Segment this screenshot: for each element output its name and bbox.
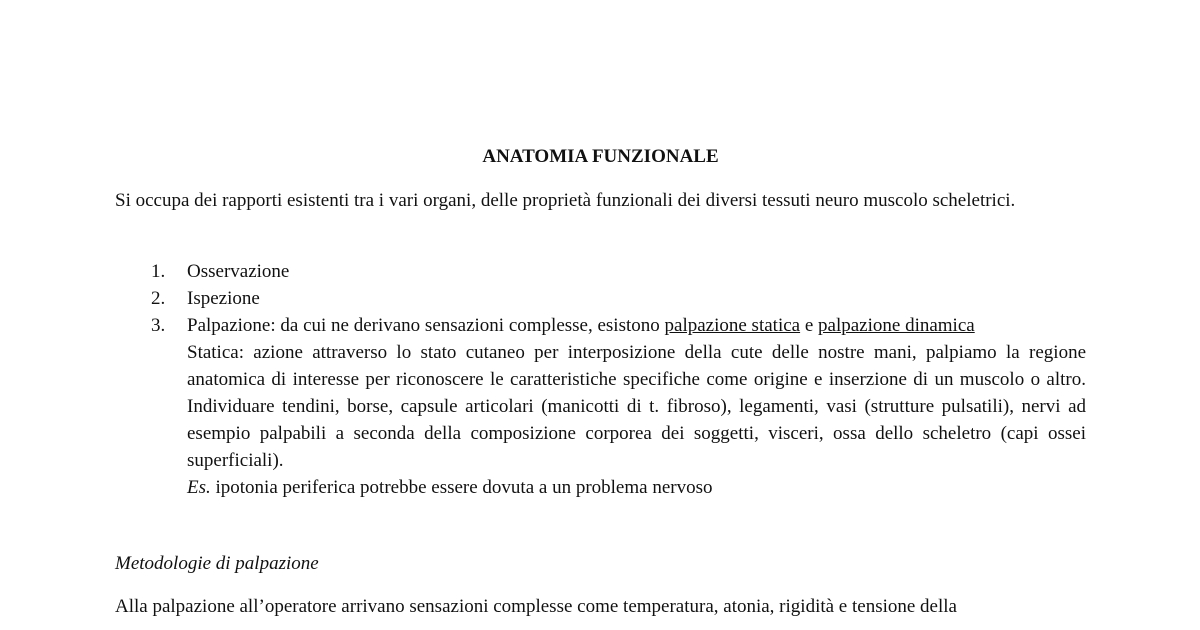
connector-text: e (800, 315, 819, 336)
document-title: ANATOMIA FUNZIONALE (482, 146, 719, 167)
palpazione-statica-term: palpazione statica (664, 315, 801, 336)
document-page (115, 0, 1086, 630)
list-item (115, 258, 1086, 285)
list-item (115, 312, 1086, 339)
intro-paragraph: Si occupa dei rapporti esistenti tra i vari organi, delle proprietà funzionali dei diversi tessuti neuro muscolo scheletrici. (115, 190, 1016, 211)
numbered-list (115, 258, 1086, 501)
list-item-text: Osservazione (187, 261, 290, 282)
example-text: ipotonia periferica potrebbe essere dovuta a un problema nervoso (210, 477, 713, 498)
list-number: 3. (151, 315, 166, 336)
list-item-text: Palpazione: da cui ne derivano sensazioni complesse, esistono (187, 315, 665, 336)
statica-paragraph: Statica: azione attraverso lo stato cutaneo per interposizione della cute delle nostre mani, palpiamo la regione anatomica di interesse per riconoscere le caratteristiche specifiche come origine e inserzione di un muscolo o altro. Individuare tendini, borse, capsule articolari (manicotti di t. fibroso), legamenti, vasi (strutture pulsatili), nervi ad esempio palpabili a seconda della composizione corporea dei soggetti, visceri, ossa dello scheletro (capi ossei superficiali). (187, 342, 1086, 471)
example-line (115, 474, 1086, 501)
list-item-text: Ispezione (187, 288, 260, 309)
example-label: Es. (187, 477, 211, 498)
list-item (115, 285, 1086, 312)
list-number: 1. (151, 261, 166, 282)
section-heading: Metodologie di palpazione (115, 553, 319, 574)
list-number: 2. (151, 288, 166, 309)
palpazione-dinamica-term: palpazione dinamica (818, 315, 975, 336)
section-paragraph: Alla palpazione all’operatore arrivano sensazioni complesse come temperatura, atonia, rigidità e tensione della (115, 596, 957, 617)
